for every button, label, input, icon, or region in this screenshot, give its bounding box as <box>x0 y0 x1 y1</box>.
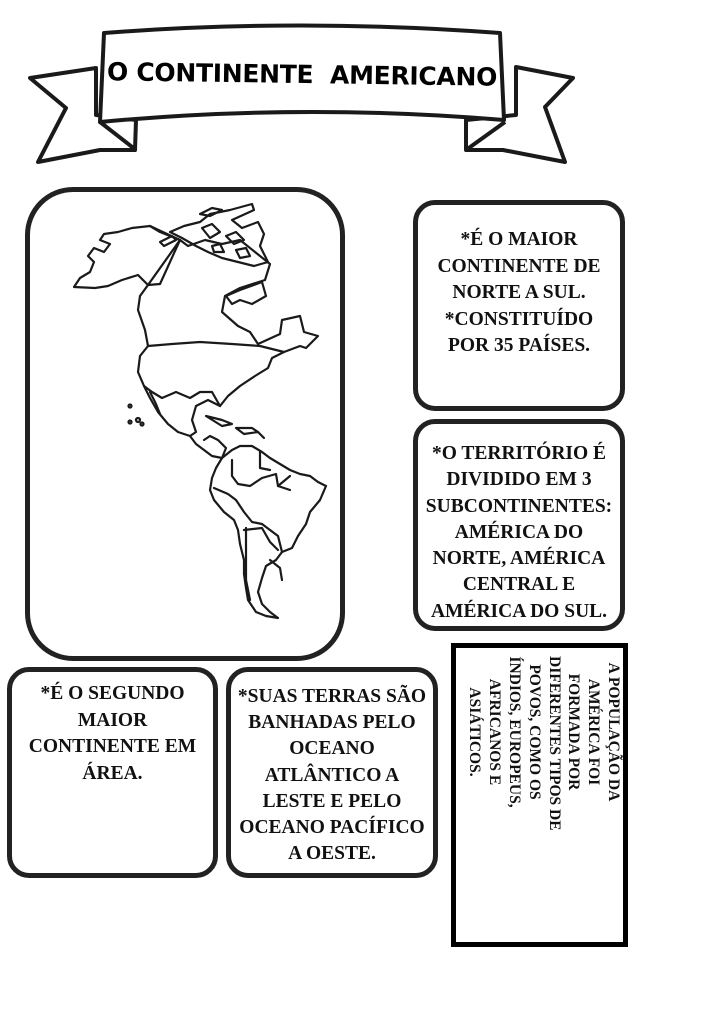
fact-box-second-largest <box>7 667 218 878</box>
fact-box-oceans <box>226 667 438 878</box>
fact-text: *É O SEGUNDO MAIOR CONTINENTE EM ÁREA. <box>28 683 197 784</box>
rotated-text-wrapper <box>463 656 623 916</box>
fact-text: *SUAS TERRAS SÃO BANHADAS PELO OCEANO ATLÂNTICO A LESTE E PELO OCEANO PACÍFICO A OESTE. <box>237 686 427 865</box>
fact-box-largest-north-south <box>413 200 625 411</box>
fact-text: A POPULAÇÃO DA AMÉRICA FOI FORMADA POR DIFERENTES TIPOS DE POVOS, COMO OS ÍNDIOS, EUROPEUS, AFRICANOS E ASIÁTICOS. <box>466 656 622 831</box>
fact-box-population <box>451 643 628 947</box>
fact-text: *É O MAIOR CONTINENTE DE NORTE A SUL. *CONSTITUÍDO POR 35 PAÍSES. <box>437 229 601 356</box>
fact-text: *O TERRITÓRIO É DIVIDIDO EM 3 SUBCONTINENTES: AMÉRICA DO NORTE, AMÉRICA CENTRAL E AMÉRICA DO SUL. <box>425 443 613 622</box>
fact-box-subcontinents <box>413 419 625 631</box>
page-title: O CONTINENTE AMERICANO <box>106 57 498 92</box>
